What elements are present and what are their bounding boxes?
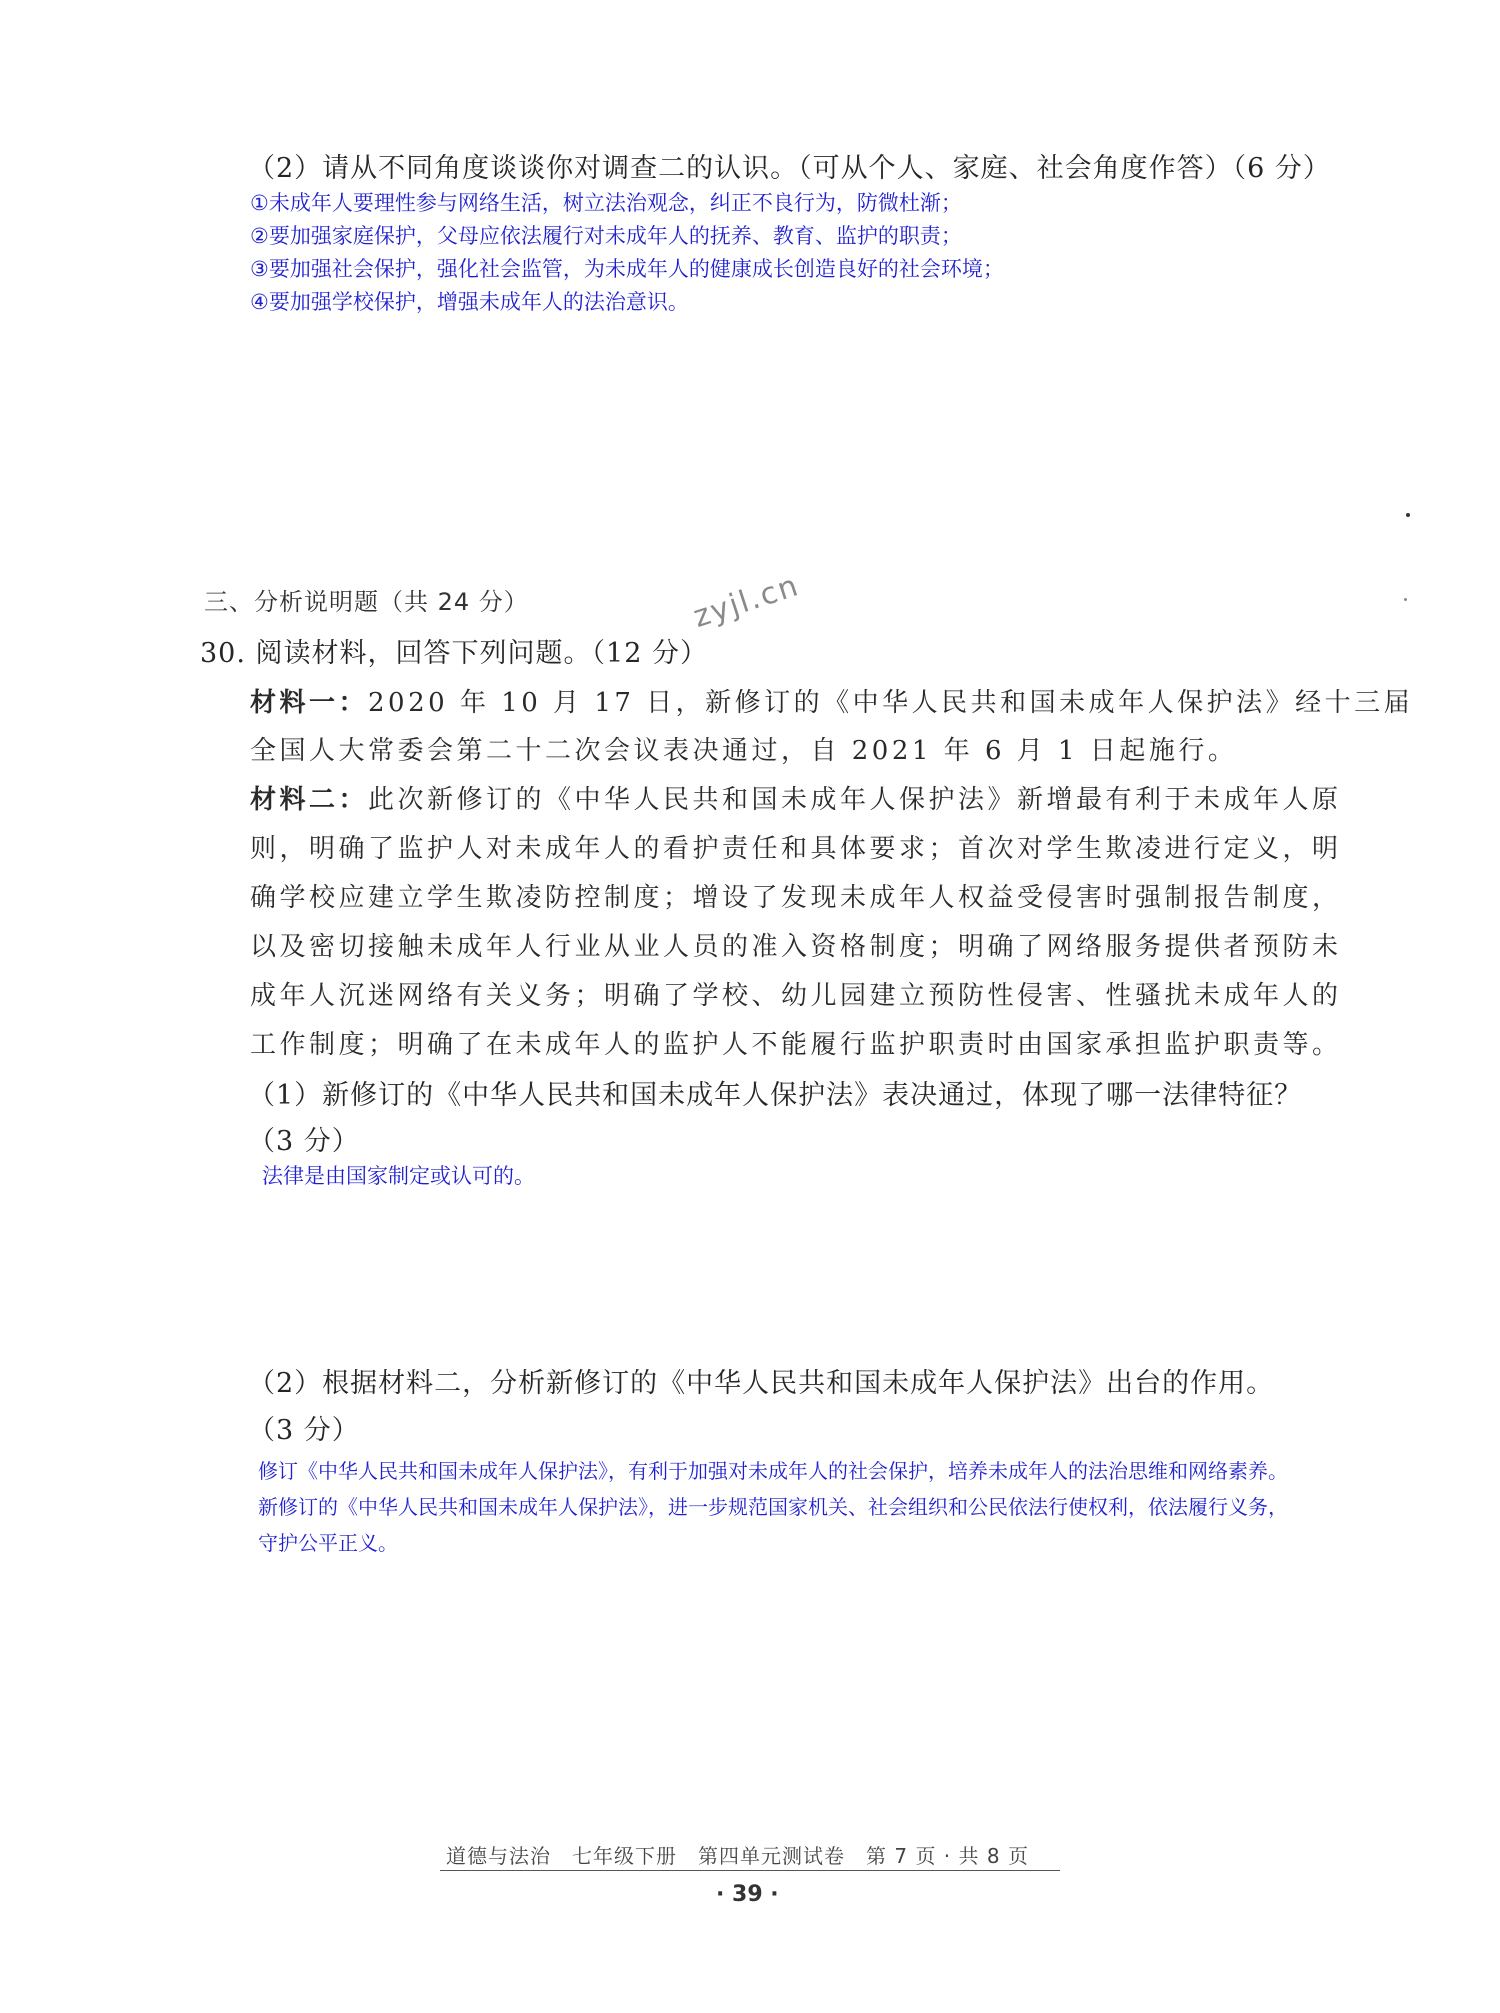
question-30-stem: 30. 阅读材料，回答下列问题。（12 分） <box>200 638 708 669</box>
page-number: · 39 · <box>716 1882 779 1907</box>
material-1-text: 2020 年 10 月 17 日，新修订的《中华人民共和国未成年人保护法》经十三届 <box>368 688 1414 718</box>
answer-line: ②要加强家庭保护，父母应依法履行对未成年人的抚养、教育、监护的职责； <box>250 224 962 248</box>
material-2-line: 成年人沉迷网络有关义务；明确了学校、幼儿园建立预防性侵害、性骚扰未成年人的 <box>250 981 1342 1011</box>
sub-question-2-answer: 新修订的《中华人民共和国未成年人保护法》，进一步规范国家机关、社会组织和公民依法行使权利，依法履行义务， <box>258 1495 1288 1519</box>
sub-question-1-answer: 法律是由国家制定或认可的。 <box>262 1164 535 1188</box>
sub-question-2-score: （3 分） <box>248 1415 360 1446</box>
material-2-label: 材料二： <box>250 785 369 815</box>
material-2-line <box>250 779 1342 816</box>
material-2-line: 以及密切接触未成年人行业从业人员的准入资格制度；明确了网络服务提供者预防未 <box>250 932 1342 962</box>
watermark-text: zyjl.cn <box>689 567 804 635</box>
footer-title: 道德与法治 七年级下册 第四单元测试卷 第 7 页 · 共 8 页 <box>446 1844 1029 1868</box>
scan-speck <box>1406 513 1410 517</box>
footer-rule <box>440 1870 1060 1871</box>
material-1-label: 材料一： <box>250 688 369 718</box>
sub-question-2-answer: 修订《中华人民共和国未成年人保护法》，有利于加强对未成年人的社会保护，培养未成年人的法治思维和网络素养。 <box>258 1459 1288 1483</box>
question-2-prompt: （2）请从不同角度谈谈你对调查二的认识。（可从个人、家庭、社会角度作答）（6 分） <box>248 153 1331 184</box>
answer-line: ①未成年人要理性参与网络生活，树立法治观念，纠正不良行为，防微杜渐； <box>250 191 962 215</box>
sub-question-2: （2）根据材料二，分析新修订的《中华人民共和国未成年人保护法》出台的作用。 <box>248 1368 1275 1399</box>
material-2-line: 确学校应建立学生欺凌防控制度；增设了发现未成年人权益受侵害时强制报告制度， <box>250 883 1342 913</box>
sub-question-1-score: （3 分） <box>248 1126 360 1157</box>
sub-question-2-answer: 守护公平正义。 <box>258 1531 398 1555</box>
material-1-line <box>250 682 1413 719</box>
section-heading: 三、分析说明题（共 24 分） <box>204 588 529 616</box>
scan-speck <box>1404 598 1407 601</box>
material-2-line: 工作制度；明确了在未成年人的监护人不能履行监护职责时由国家承担监护职责等。 <box>250 1030 1342 1060</box>
answer-line: ③要加强社会保护，强化社会监管，为未成年人的健康成长创造良好的社会环境； <box>250 257 1004 281</box>
sub-question-1: （1）新修订的《中华人民共和国未成年人保护法》表决通过，体现了哪一法律特征？ <box>248 1080 1303 1111</box>
answer-line: ④要加强学校保护，增强未成年人的法治意识。 <box>250 290 689 314</box>
material-1-line-2: 全国人大常委会第二十二次会议表决通过，自 2021 年 6 月 1 日起施行。 <box>250 736 1238 766</box>
material-2-text: 此次新修订的《中华人民共和国未成年人保护法》新增最有利于未成年人原 <box>368 785 1342 815</box>
material-2-line: 则，明确了监护人对未成年人的看护责任和具体要求；首次对学生欺凌进行定义，明 <box>250 834 1342 864</box>
